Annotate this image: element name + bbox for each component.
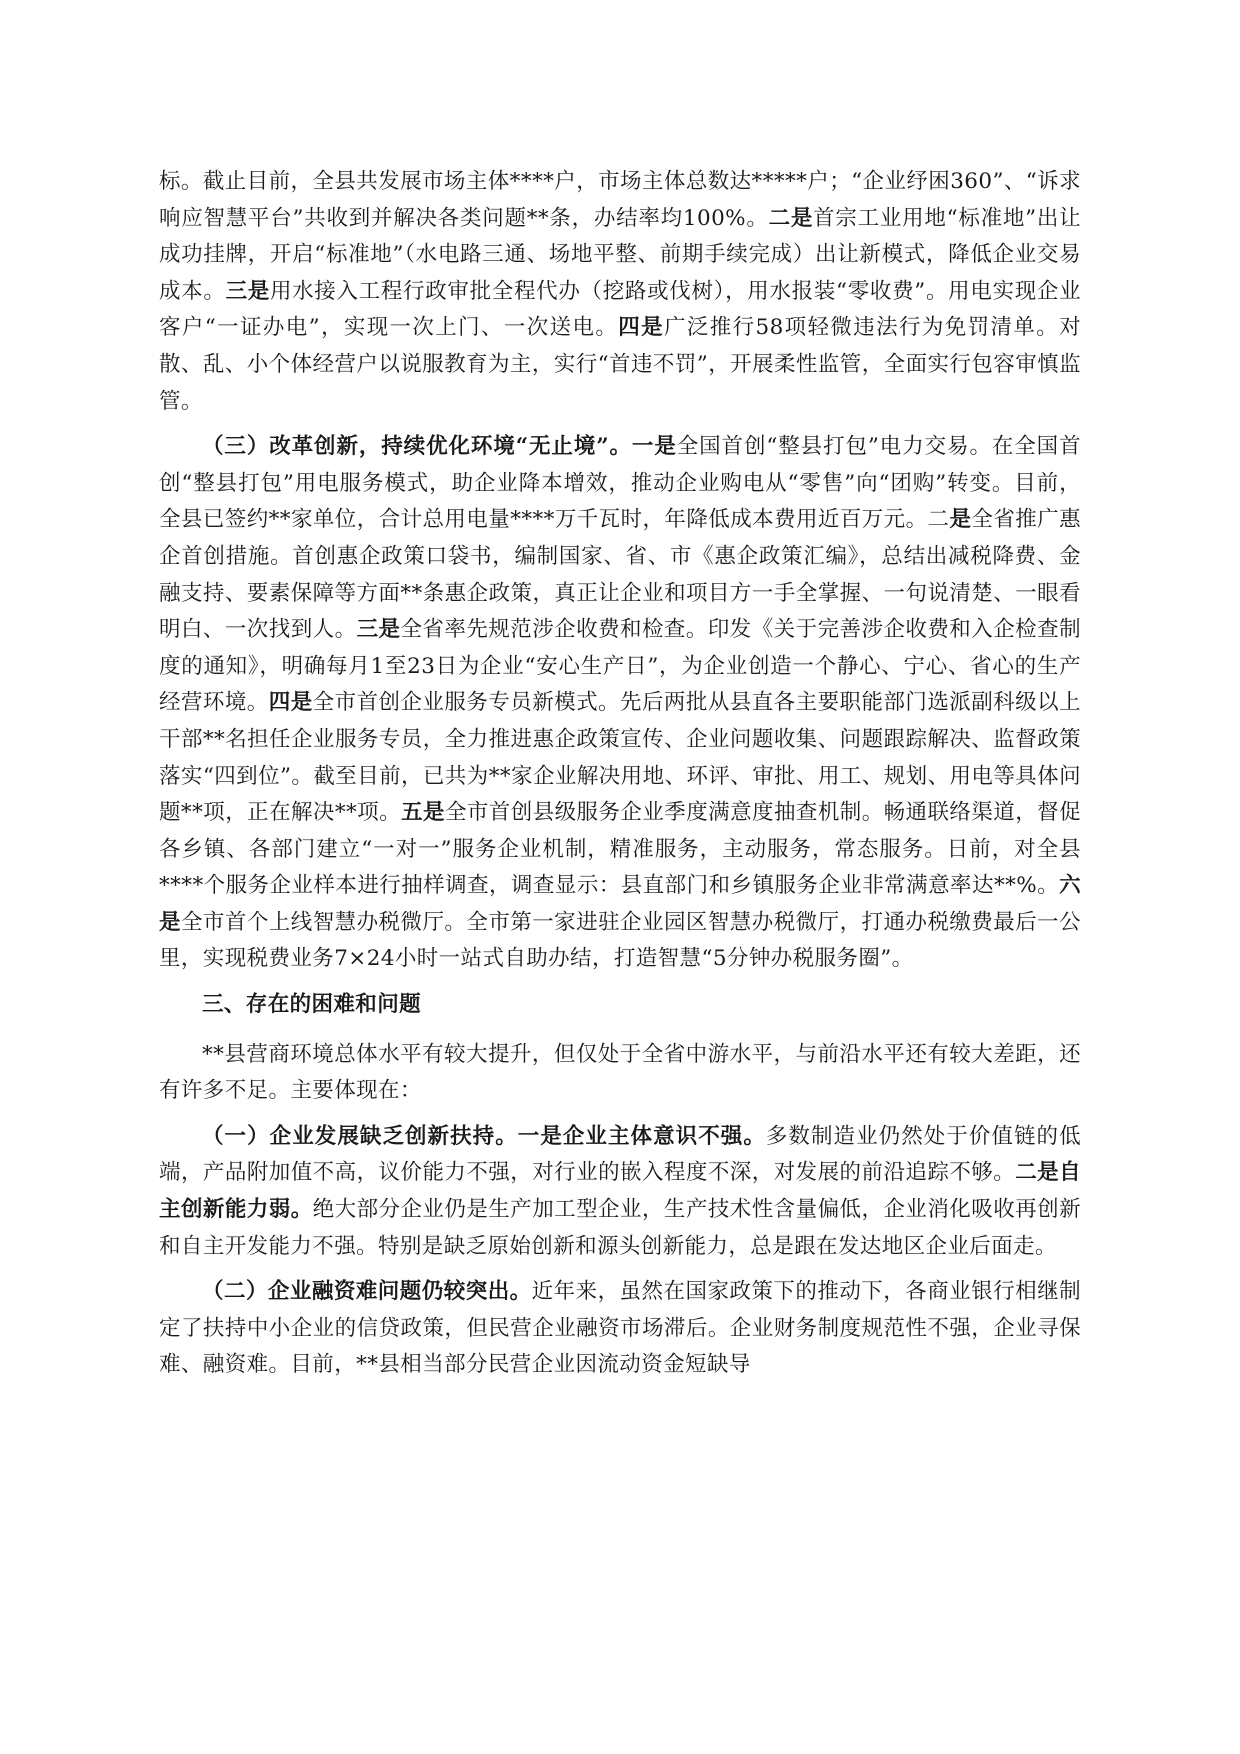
- paragraph-difficulties-intro: [159, 1037, 1081, 1110]
- text-run: 全国首创“整县打包”电力交易。在全国首创“整县打包”用电服务模式，助企业降本增效，推动企业购电从“零售”向“团购”转变。目前，全县已签约**家单位，合计总用电量****万千瓦时，年降低成本费用近百万元。二: [159, 434, 1081, 533]
- document-body: [159, 164, 1081, 1393]
- text-run: 全市首创县级服务企业季度满意度抽查机制。畅通联络渠道，督促各乡镇、各部门建立“一对一”服务企业机制，精准服务，主动服务，常态服务。日前，对全县****个服务企业样本进行抽样调查，调查显示：县直部门和乡镇服务企业非常满意率达**%。: [159, 800, 1081, 899]
- paragraph-innovation-support: [159, 1119, 1081, 1265]
- paragraph-market-entities: [159, 164, 1081, 420]
- bold-text-run: 三是: [225, 278, 270, 304]
- bold-text-run: （三）改革创新，持续优化环境“无止境”。一是: [202, 434, 677, 460]
- text-run: 多数制造业仍然处于价值链的低端，产品附加值不高，议价能力不强，对行业的嵌入程度不深，对发展的前沿追踪不够。: [159, 1123, 1081, 1186]
- bold-text-run: 二是: [768, 205, 814, 231]
- bold-text-run: （一）企业发展缺乏创新扶持。一是企业主体意识不强。: [202, 1123, 766, 1149]
- paragraph-reform-innovation: [159, 429, 1081, 978]
- bold-text-run: 五是: [401, 800, 445, 826]
- text-run: 绝大部分企业仍是生产加工型企业，生产技术性含量偏低，企业消化吸收再创新和自主开发能力不强。特别是缺乏原始创新和源头创新能力，总是跟在发达地区企业后面走。: [159, 1197, 1081, 1259]
- text-run: 全省推广惠企首创措施。首创惠企政策口袋书，编制国家、省、市《惠企政策汇编》，总结出减税降费、金融支持、要素保障等方面**条惠企政策，真正让企业和项目方一手全掌握、一句说清楚、一眼看明白、一次找到人。: [159, 507, 1081, 643]
- text-run: 用水接入工程行政审批全程代办（挖路或伐树），用水报装“零收费”。用电实现企业客户“一证办电”，实现一次上门、一次送电。: [159, 278, 1081, 341]
- bold-text-run: 六是: [159, 873, 1081, 935]
- bold-text-run: 三是: [356, 617, 401, 643]
- text-run: 全市首个上线智慧办税微厅。全市第一家进驻企业园区智慧办税微厅，打通办税缴费最后一公里，实现税费业务7×24小时一站式自助办结，打造智慧“5分钟办税服务圈”。: [159, 909, 1082, 972]
- paragraph-financing-difficulty: [159, 1274, 1081, 1384]
- bold-text-run: 是: [949, 507, 972, 533]
- text-run: 广泛推行58项轻微违法行为免罚清单。对散、乱、小个体经营户以说服教育为主，实行“首违不罚”，开展柔性监管，全面实行包容审慎监管。: [159, 315, 1081, 414]
- text-run: 标。截止目前，全县共发展市场主体****户，市场主体总数达*****户；“企业纾困360”、“诉求响应智慧平台”共收到并解决各类问题**条，办结率均100%。: [159, 169, 1081, 231]
- bold-text-run: 四是: [618, 315, 665, 341]
- bold-text-run: 二是自主创新能力弱。: [159, 1160, 1081, 1223]
- section-heading-difficulties: [159, 987, 1081, 1024]
- text-run: 全省率先规范涉企收费和检查。印发《关于完善涉企收费和入企检查制度的通知》，明确每月1至23日为企业“安心生产日”，为企业创造一个静心、宁心、省心的生产经营环境。: [159, 617, 1081, 716]
- text-run: 全市首创企业服务专员新模式。先后两批从县直各主要职能部门选派副科级以上干部**名担任企业服务专员，全力推进惠企政策宣传、企业问题收集、问题跟踪解决、监督政策落实“四到位”。截至目前，已共为**家企业解决用地、环评、审批、用工、规划、用电等具体问题**项，正在解决**项。: [159, 690, 1081, 826]
- text-run: 近年来，虽然在国家政策下的推动下，各商业银行相继制定了扶持中小企业的信贷政策，但民营企业融资市场滞后。企业财务制度规范性不强，企业寻保难、融资难。目前，**县相当部分民营企业因流动资金短缺导: [159, 1279, 1081, 1378]
- bold-text-run: 四是: [268, 690, 313, 716]
- text-run: **县营商环境总体水平有较大提升，但仅处于全省中游水平，与前沿水平还有较大差距，还有许多不足。主要体现在：: [159, 1041, 1081, 1104]
- text-run: 首宗工业用地“标准地”出让成功挂牌，开启“标准地”（水电路三通、场地平整、前期手续完成）出让新模式，降低企业交易成本。: [159, 205, 1082, 304]
- bold-text-run: （二）企业融资难问题仍较突出。: [202, 1279, 532, 1305]
- text-run: 三、存在的困难和问题: [202, 992, 422, 1018]
